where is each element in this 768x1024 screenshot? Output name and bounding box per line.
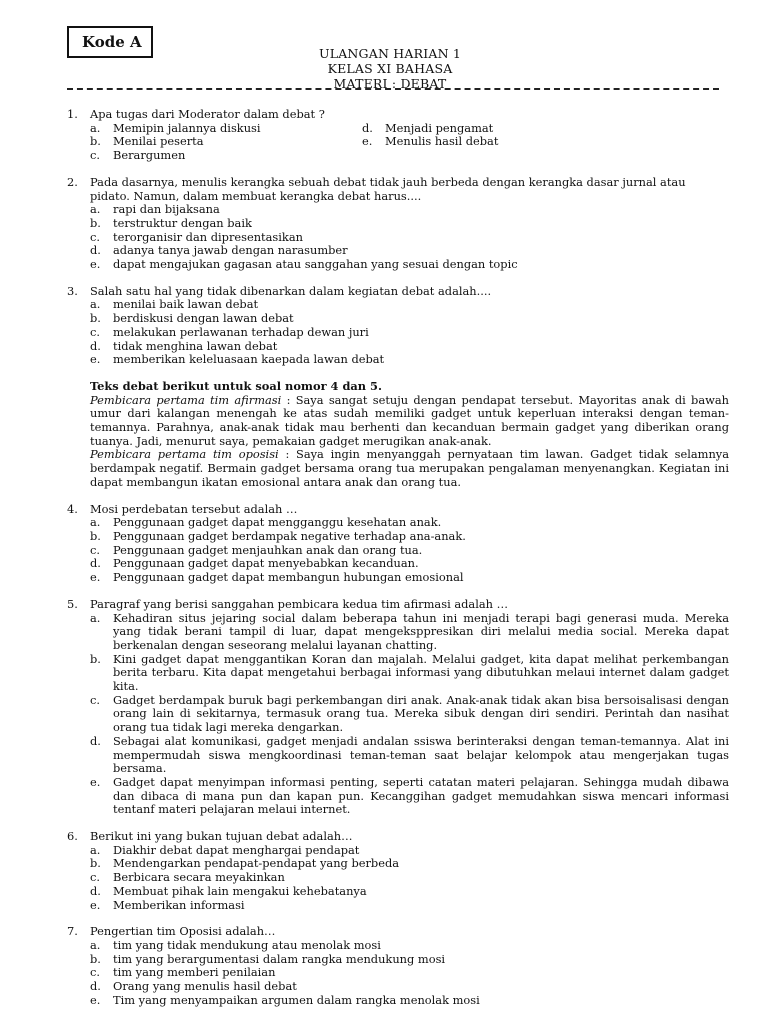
option-c: c. melakukan perlawanan terhadap dewan juri xyxy=(90,324,369,339)
question-number: 7. xyxy=(67,924,78,939)
title-line-3: MATERI : DEBAT xyxy=(333,76,447,91)
question-7 xyxy=(67,925,729,1007)
option-c: c. Berargumen xyxy=(90,148,186,163)
question-text: Pada dasarnya, menulis kerangka sebuah debat tidak jauh berbeda dengan kerangka dasar jurnal atau pidato. Namun, dalam membuat kerangka debat harus.... xyxy=(90,174,686,203)
question-number: 3. xyxy=(67,283,78,298)
option-b: b. Menilai peserta xyxy=(90,134,204,149)
exam-content xyxy=(67,108,729,1007)
option-d: d. adanya tanya jawab dengan narasumber xyxy=(90,243,348,258)
option-a: a. Penggunaan gadget dapat mengganggu kesehatan anak. xyxy=(90,515,442,530)
question-text: Pengertian tim Oposisi adalah… xyxy=(90,924,276,939)
dashed-divider xyxy=(67,88,719,90)
option-b: b. tim yang berargumentasi dalam rangka mendukung mosi xyxy=(90,951,446,966)
option-d: d. Sebagai alat komunikasi, gadget menjadi andalan ssiswa berinteraksi dengan teman-temannya. Alat ini mempermudah siswa mengkoordinasi teman-teman saat belajar kelompok atau mengerjakan tugas bersama. xyxy=(90,733,729,776)
option-a: a. rapi dan bijaksana xyxy=(90,202,220,217)
question-2 xyxy=(67,176,729,272)
option-d: d. Penggunaan gadget dapat menyebabkan kecanduan. xyxy=(90,556,419,571)
option-c: c. Gadget berdampak buruk bagi perkembangan diri anak. Anak-anak tidak akan bisa bersoisalisasi dengan orang lain di sekitarnya, termasuk orang tua. Mereka sibuk dengan diri sendiri. Perintah dan nasihat orang tua tidak lagi mereka dengarkan. xyxy=(90,692,729,735)
option-e: e. Memberikan informasi xyxy=(90,897,245,912)
question-number: 2. xyxy=(67,174,78,189)
passage-speaker-2: Pembicara pertama tim oposisi : Saya ingin menyanggah pernyataan tim lawan. Gadget tidak selamnya berdampak negatif. Bermain gadget bersama orang tua merupakan pengalaman menyenangkan. Kegiatan ini dapat membangun ikatan emosional antara anak dan orang tua. xyxy=(90,447,730,489)
option-e: e. Tim yang menyampaikan argumen dalam rangka menolak mosi xyxy=(90,992,480,1007)
option-b: b. Penggunaan gadget berdampak negative terhadap ana-anak. xyxy=(90,528,466,543)
question-text: Salah satu hal yang tidak dibenarkan dalam kegiatan debat adalah.... xyxy=(90,283,492,298)
option-d: d. Menjadi pengamat xyxy=(362,120,494,135)
title-line-1: ULANGAN HARIAN 1 xyxy=(318,46,462,61)
question-1 xyxy=(67,108,729,163)
option-c: c. Berbicara secara meyakinkan xyxy=(90,870,285,885)
question-text: Apa tugas dari Moderator dalam debat ? xyxy=(90,107,325,121)
passage-speaker-1: Pembicara pertama tim afirmasi : Saya sangat setuju dengan pendapat tersebut. Mayoritas anak di bawah umur dari kalangan menengah ke atas sudah memiliki gadget untuk keperluan interaksi dengan teman-temannya. Parahnya, anak-anak tidak mau berhenti dan kecanduan bermain gadget yang diberikan orang tuanya. Jadi, menurut saya, pemakaian gadget merugikan anak-anak. xyxy=(90,392,729,448)
option-e: e. dapat mengajukan gagasan atau sanggahan yang sesuai dengan topic xyxy=(90,257,518,272)
passage-heading: Teks debat berikut untuk soal nomor 4 dan 5. xyxy=(90,378,382,393)
option-c: c. terorganisir dan dipresentasikan xyxy=(90,229,303,244)
title-line-2: KELAS XI BAHASA xyxy=(327,61,453,76)
question-number: 5. xyxy=(67,596,78,611)
option-e: e. memberikan keleluasaan kaepada lawan debat xyxy=(90,352,385,367)
option-b: b. Kini gadget dapat menggantikan Koran dan majalah. Melalui gadget, kita dapat melihat perkembangan berita terbaru. Kita dapat mengetahui berbagai informasi yang dibutuhkan melaui internet dalam gadget kita. xyxy=(90,651,729,694)
debate-passage xyxy=(67,380,729,490)
option-b: b. terstruktur dengan baik xyxy=(90,215,252,230)
question-4 xyxy=(67,503,729,585)
question-text: Berikut ini yang bukan tujuan debat adalah… xyxy=(90,829,353,844)
option-d: d. tidak menghina lawan debat xyxy=(90,338,278,353)
question-3 xyxy=(67,285,729,367)
question-number: 4. xyxy=(67,501,78,516)
question-number: 6. xyxy=(67,829,78,844)
exam-code-box xyxy=(67,26,153,58)
option-e: e. Penggunaan gadget dapat membangun hubungan emosional xyxy=(90,570,464,585)
option-b: b. Mendengarkan pendapat-pendapat yang berbeda xyxy=(90,856,400,871)
option-a: a. Diakhir debat dapat menghargai pendapat xyxy=(90,842,360,857)
option-b: b. berdiskusi dengan lawan debat xyxy=(90,311,294,326)
option-c: c. Penggunaan gadget menjauhkan anak dan orang tua. xyxy=(90,542,423,557)
exam-code: Kode A xyxy=(82,33,142,51)
option-a: a. tim yang tidak mendukung atau menolak mosi xyxy=(90,937,381,952)
option-e: e. Menulis hasil debat xyxy=(362,134,499,149)
question-number: 1. xyxy=(67,107,78,121)
option-d: d. Orang yang menulis hasil debat xyxy=(90,979,297,994)
question-text: Paragraf yang berisi sanggahan pembicara kedua tim afirmasi adalah … xyxy=(90,596,508,611)
question-text: Mosi perdebatan tersebut adalah … xyxy=(90,501,298,516)
option-c: c. tim yang memberi penilaian xyxy=(90,965,276,980)
option-a: a. menilai baik lawan debat xyxy=(90,297,259,312)
option-d: d. Membuat pihak lain mengakui kehebatanya xyxy=(90,883,367,898)
option-a: a. Memipin jalannya diskusi xyxy=(90,120,261,135)
option-e: e. Gadget dapat menyimpan informasi penting, seperti catatan materi pelajaran. Sehingga mudah dibawa dan dibaca di mana pun dan kapan pun. Kecanggihan gadget memudahkan siswa mencari informasi tentanf materi pelajaran melaui internet. xyxy=(90,774,729,817)
question-6 xyxy=(67,830,729,912)
option-a: a. Kehadiran situs jejaring social dalam beberapa tahun ini menjadi terapi bagi generasi muda. Mereka yang tidak berani tampil di luar, dapat mengeksppresikan diri melalui media social. Mereka dapat berkenalan dengan seseorang melalui layanan chatting. xyxy=(90,610,729,652)
question-5 xyxy=(67,598,729,817)
